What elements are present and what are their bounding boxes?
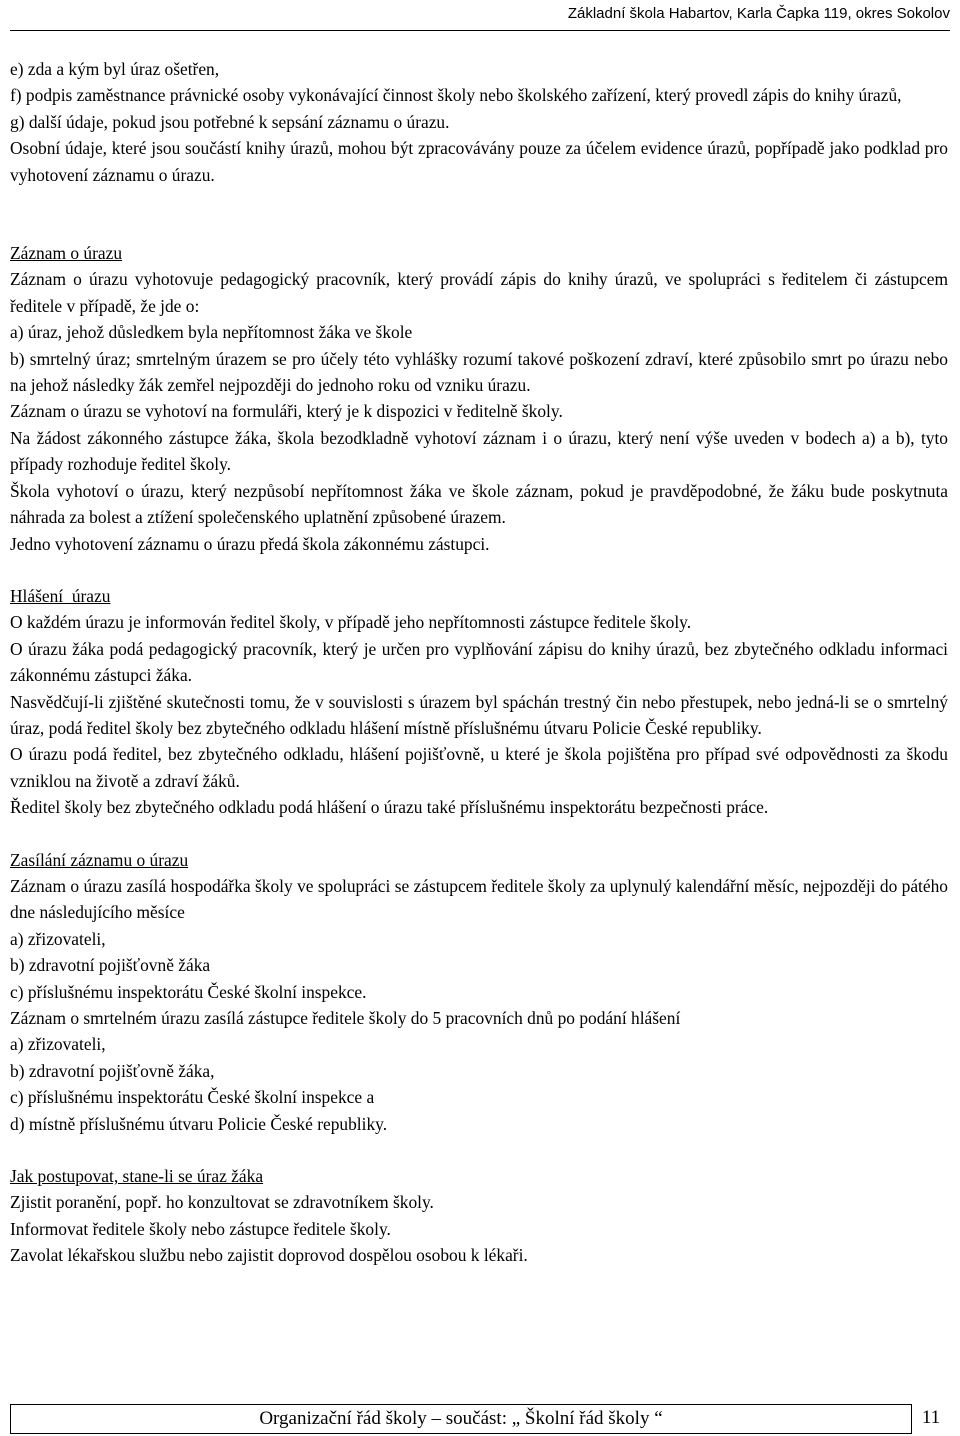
paragraph: Zavolat lékařskou službu nebo zajistit doprovod dospělou osobou k lékaři.	[10, 1245, 528, 1266]
section-heading-zasilani: Zasílání záznamu o úrazu	[10, 849, 189, 870]
list-item: b) zdravotní pojišťovně žáka,	[10, 1060, 215, 1081]
list-item: a) zřizovateli,	[10, 928, 106, 949]
list-item: c) příslušnému inspektorátu České školní inspekce.	[10, 981, 367, 1002]
section-heading-hlaseni: Hlášení úrazu	[10, 585, 111, 606]
paragraph: Jedno vyhotovení záznamu o úrazu předá škola zákonnému zástupci.	[10, 533, 490, 554]
paragraph: O úrazu podá ředitel, bez zbytečného odkladu, hlášení pojišťovně, u které je škola pojištěna pro případ své odpovědnosti za škodu vzniklou na životě a zdraví žáků.	[10, 744, 948, 791]
list-item: b) zdravotní pojišťovně žáka	[10, 955, 211, 976]
spacer	[10, 214, 948, 240]
spacer	[10, 821, 948, 847]
footer-text: Organizační řád školy – součást: „ Školní řád školy “	[10, 1404, 912, 1434]
page-number: 11	[921, 1407, 941, 1428]
intro-line-g: g) další údaje, pokud jsou potřebné k sepsání záznamu o úrazu.	[10, 111, 450, 132]
header-title: Základní škola Habartov, Karla Čapka 119, okres Sokolov	[567, 5, 950, 22]
list-item: d) místně příslušnému útvaru Policie České republiky.	[10, 1113, 388, 1134]
paragraph: Záznam o úrazu vyhotovuje pedagogický pracovník, který provádí zápis do knihy úrazů, ve spolupráci s ředitelem či zástupcem ředitele v případě, že jde o:	[10, 269, 948, 316]
paragraph: Na žádost zákonného zástupce žáka, škola bezodkladně vyhotoví záznam i o úrazu, který není výše uveden v bodech a) a b), tyto případy rozhoduje ředitel školy.	[10, 427, 948, 475]
paragraph: Záznam o úrazu se vyhotoví na formuláři, který je k dispozici v ředitelně školy.	[10, 401, 563, 422]
spacer	[10, 557, 948, 583]
list-item: a) zřizovateli,	[10, 1034, 106, 1055]
intro-paragraph: Osobní údaje, které jsou součástí knihy úrazů, mohou být zpracovávány pouze za účelem evidence úrazů, popřípadě jako podklad pro vyhotovení záznamu o úrazu.	[10, 138, 948, 185]
paragraph: O každém úrazu je informován ředitel školy, v případě jeho nepřítomnosti zástupce ředitele školy.	[10, 612, 692, 633]
page-footer	[10, 1404, 950, 1436]
intro-line-f: f) podpis zaměstnance právnické osoby vykonávající činnost školy nebo školského zařízení, který provedl zápis do knihy úrazů,	[10, 85, 902, 106]
paragraph: Záznam o smrtelném úrazu zasílá zástupce ředitele školy do 5 pracovních dnů po podání hlášení	[10, 1008, 681, 1028]
paragraph: Záznam o úrazu zasílá hospodářka školy ve spolupráci se zástupcem ředitele školy za uplynulý kalendářní měsíc, nejpozději do pátého dne následujícího měsíce	[10, 875, 948, 923]
paragraph: Nasvědčují-li zjištěné skutečnosti tomu, že v souvislosti s úrazem byl spáchán trestný čin nebo přestupek, nebo jedná-li se o smrtelný úraz, podá ředitel školy bez zbytečného odkladu hlášení místně příslušnému útvaru Policie České republiky.	[10, 691, 948, 738]
spacer	[10, 1137, 948, 1163]
document-body	[10, 56, 948, 1269]
list-item: c) příslušnému inspektorátu České školní inspekce a	[10, 1087, 375, 1108]
paragraph: O úrazu žáka podá pedagogický pracovník, který je určen pro vyplňování zápisu do knihy úrazů, bez zbytečného odkladu informaci zákonnému zástupci žáka.	[10, 638, 948, 686]
paragraph: Škola vyhotoví o úrazu, který nezpůsobí nepřítomnost žáka ve škole záznam, pokud je pravděpodobné, že žáku bude poskytnuta náhrada za bolest a ztížení společenského uplatnění způsobené úrazem.	[10, 480, 948, 528]
paragraph: Zjistit poranění, popř. ho konzultovat se zdravotníkem školy.	[10, 1192, 434, 1213]
paragraph: Ředitel školy bez zbytečného odkladu podá hlášení o úrazu také příslušnému inspektorátu bezpečnosti práce.	[10, 797, 769, 818]
section-heading-postup: Jak postupovat, stane-li se úraz žáka	[10, 1166, 264, 1187]
section-heading-zaznam: Záznam o úrazu	[10, 243, 123, 264]
intro-line-e: e) zda a kým byl úraz ošetřen,	[10, 59, 220, 79]
paragraph: Informovat ředitele školy nebo zástupce ředitele školy.	[10, 1218, 391, 1239]
paragraph: b) smrtelný úraz; smrtelným úrazem se pro účely této vyhlášky rozumí takové poškození zdraví, které způsobilo smrt po úrazu nebo na jehož následky žák zemřel nejpozději do jednoho roku od vzniku úrazu.	[10, 348, 948, 396]
page-header	[10, 0, 950, 31]
spacer	[10, 188, 948, 214]
paragraph: a) úraz, jehož důsledkem byla nepřítomnost žáka ve škole	[10, 322, 413, 343]
